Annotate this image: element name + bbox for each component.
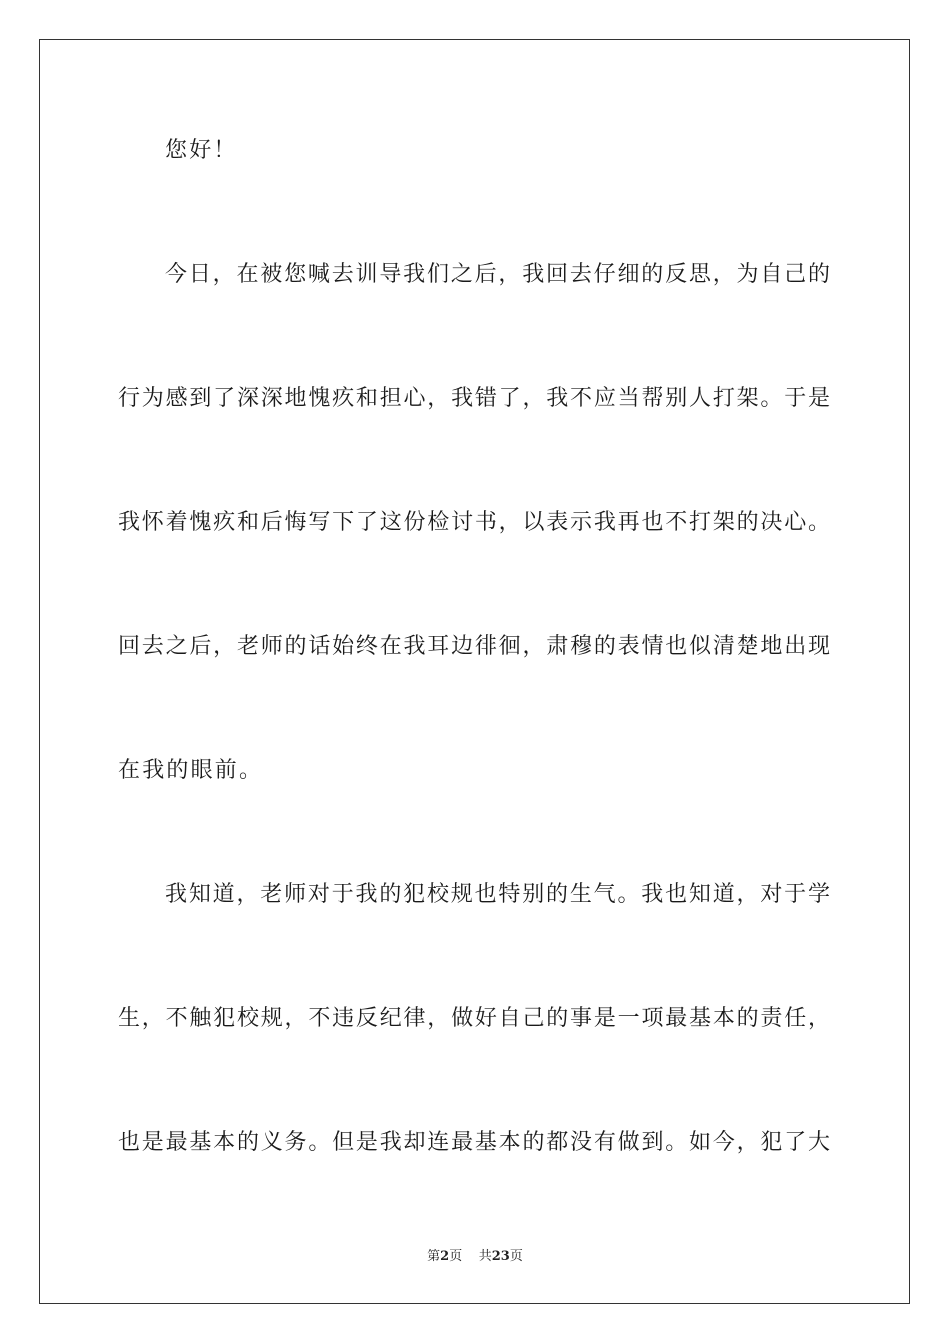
paragraph-line-6: 我知道，老师对于我的犯校规也特别的生气。我也知道，对于学 xyxy=(165,882,830,907)
paragraph-line-4: 回去之后，老师的话始终在我耳边徘徊，肃穆的表情也似清楚地出现 xyxy=(118,634,830,659)
paragraph-line-5: 在我的眼前。 xyxy=(118,758,264,783)
total-suffix: 页 xyxy=(509,1249,523,1264)
page-footer xyxy=(0,1248,950,1266)
page-border xyxy=(39,39,910,1304)
total-prefix: 共 xyxy=(478,1249,492,1264)
paragraph-line-1: 今日，在被您喊去训导我们之后，我回去仔细的反思，为自己的 xyxy=(165,262,830,287)
paragraph-line-2: 行为感到了深深地愧疚和担心，我错了，我不应当帮别人打架。于是 xyxy=(118,386,830,411)
paragraph-line-7: 生，不触犯校规，不违反纪律，做好自己的事是一项最基本的责任， xyxy=(118,1006,830,1031)
paragraph-line-8: 也是最基本的义务。但是我却连最基本的都没有做到。如今，犯了大 xyxy=(118,1130,830,1155)
page-suffix: 页 xyxy=(449,1249,463,1264)
greeting: 您好！ xyxy=(165,138,238,163)
paragraph-line-3: 我怀着愧疚和后悔写下了这份检讨书，以表示我再也不打架的决心。 xyxy=(118,510,830,535)
page-total: 23 xyxy=(491,1249,510,1264)
page-prefix: 第 xyxy=(427,1249,441,1264)
page-current: 2 xyxy=(440,1249,450,1264)
